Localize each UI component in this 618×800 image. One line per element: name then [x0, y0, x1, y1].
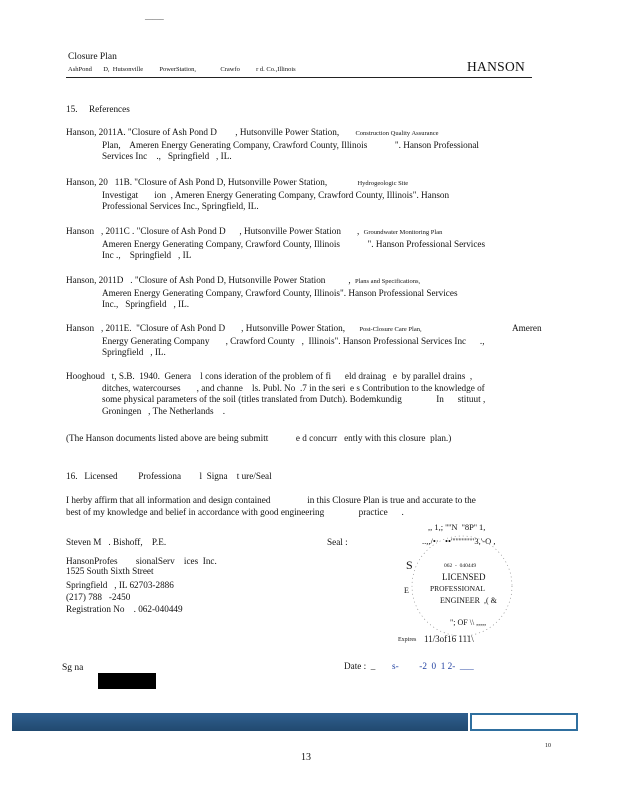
seal-scan-text: ,, 1,; ''''N ''8P'' 1, [428, 522, 486, 532]
engineer-seal-stamp [400, 518, 520, 648]
seal-scan-text: ..,,/•· ••'''''''''''''"3,'-O , [422, 536, 496, 546]
company-street: 1525 South Sixth Street [66, 566, 154, 576]
footer-bar [12, 713, 468, 731]
footer-small-number: 10 [545, 743, 551, 749]
reference-line: Inc., Springfield , IL. [102, 299, 190, 309]
reference-doc-title: Groundwater Monitoring Plan [363, 229, 443, 236]
reference-line: Inc ., Springfield , IL [102, 250, 192, 260]
header-title: Closure Plan [68, 52, 117, 62]
reference-line: Hanson , 2011C . "Closure of Ash Pond D , Hutsonville Power Station , [66, 226, 360, 236]
reference-item [66, 127, 536, 163]
reference-line: Services Inc ., Springfield , IL. [102, 151, 232, 161]
references-note: (The Hanson documents listed above are being submitt e d concurr ently with this closure plan.) [66, 433, 452, 443]
reference-line: Hanson, 2011A. "Closure of Ash Pond D , Hutsonville Power Station, [66, 127, 340, 137]
seal-engineer: ENGINEER ,( & [440, 596, 497, 605]
reference-doc-title: Hydrogeologic Site [357, 180, 409, 187]
header-rule [66, 77, 532, 78]
signature-label: Sg na [62, 663, 84, 673]
affirmation-text: best of my knowledge and belief in accordance with good engineering practice . [66, 507, 404, 517]
reference-line: Investigat ion , Ameren Energy Generating Company, Crawford County, Illinois". Hanson [102, 189, 450, 200]
seal-mark: S [406, 558, 413, 572]
seal-scan-text: "; OF \\ ,,,,, [450, 618, 487, 627]
reference-line: Hooghoud t, S.B. 1940. Genera l cons ideration of the problem of fi eld drainag e by parallel drains , [66, 371, 473, 381]
seal-expires-label: Expires [398, 637, 417, 643]
reference-line: some physical parameters of the soil (titles translated from Dutch). Bodemkundig In stituut , [102, 394, 486, 404]
company-name: HansonProfes sionalServ ices Inc. [66, 556, 217, 566]
reference-line: Hanson, 20 11B. "Closure of Ash Pond D, Hutsonville Power Station, [66, 177, 328, 187]
seal-section-heading: 16. Licensed Professiona l Signa t ure/Seal [66, 471, 272, 481]
footer-bar-box [470, 713, 578, 731]
seal-mark: E [404, 586, 409, 595]
reference-line: Professional Services Inc., Springfield, IL. [102, 201, 259, 211]
seal-circle-icon [400, 518, 520, 648]
reference-line-end: Ameren [512, 323, 542, 333]
company-phone: (217) 788 -2450 [66, 592, 131, 602]
reference-item [66, 371, 536, 417]
reference-line: Hanson , 2011E. "Closure of Ash Pond D , Hutsonville Power Station, [66, 323, 346, 333]
reference-item [66, 177, 536, 213]
hanson-logo-text: HANSON [467, 59, 526, 74]
company-city: Springfield , IL 62703-2886 [66, 580, 174, 590]
reference-line: Ameren Energy Generating Company, Crawford County, Illinois". Hanson Professional Services [102, 287, 458, 298]
seal-label: Seal : [327, 537, 348, 547]
header-subtitle: AshPond D, Hutsonville PowerStation, Crawfo r d. Co.,Illinois [68, 66, 296, 73]
reference-line: ditches, watercourses , and channe ls. Publ. No .7 in the seri e s Contribution to the knowledge of [102, 382, 485, 393]
date-value: s- -2 0 1 2- ___ [392, 661, 474, 671]
reference-line: Ameren Energy Generating Company, Crawford County, Illinois ". Hanson Professional Services [102, 238, 486, 249]
seal-licensed: LICENSED [442, 572, 486, 582]
registration-number: Registration No . 062-040449 [66, 604, 183, 614]
seal-expires-value: 11/3of16 111\ [424, 634, 474, 644]
date-label: Date : _ [344, 661, 376, 671]
reference-line: Plan, Ameren Energy Generating Company, Crawford County, Illinois ". Hanson Professional [102, 139, 479, 150]
reference-item [66, 323, 542, 359]
references-heading: 15. References [66, 104, 130, 114]
reference-line: Groningen , The Netherlands . [102, 405, 226, 416]
reference-doc-title: Post-Closure Care Plan, [359, 326, 422, 333]
reference-line: Hanson, 2011D . "Closure of Ash Pond D, Hutsonville Power Station , [66, 275, 351, 285]
reference-item [66, 226, 536, 262]
affirmation-text: I herby affirm that all information and design contained in this Closure Plan is true and accurate to the [66, 495, 476, 505]
reference-doc-title: Construction Quality Assurance [355, 130, 439, 137]
redacted-signature [98, 673, 156, 689]
engineer-name: Steven M . Bishoff, P.E. [66, 537, 167, 547]
header-top-mark: _____ [145, 12, 164, 21]
seal-number: 062 - 040449 [444, 563, 477, 569]
reference-item [66, 275, 536, 311]
reference-doc-title: Plans and Specifications, [354, 278, 421, 285]
reference-line: Springfield , IL. [102, 347, 166, 357]
reference-line: Energy Generating Company , Crawford County , Illinois". Hanson Professional Services Inc ., [102, 335, 485, 346]
seal-professional: PROFESSIONAL [430, 584, 486, 593]
page-number: 13 [301, 752, 311, 763]
